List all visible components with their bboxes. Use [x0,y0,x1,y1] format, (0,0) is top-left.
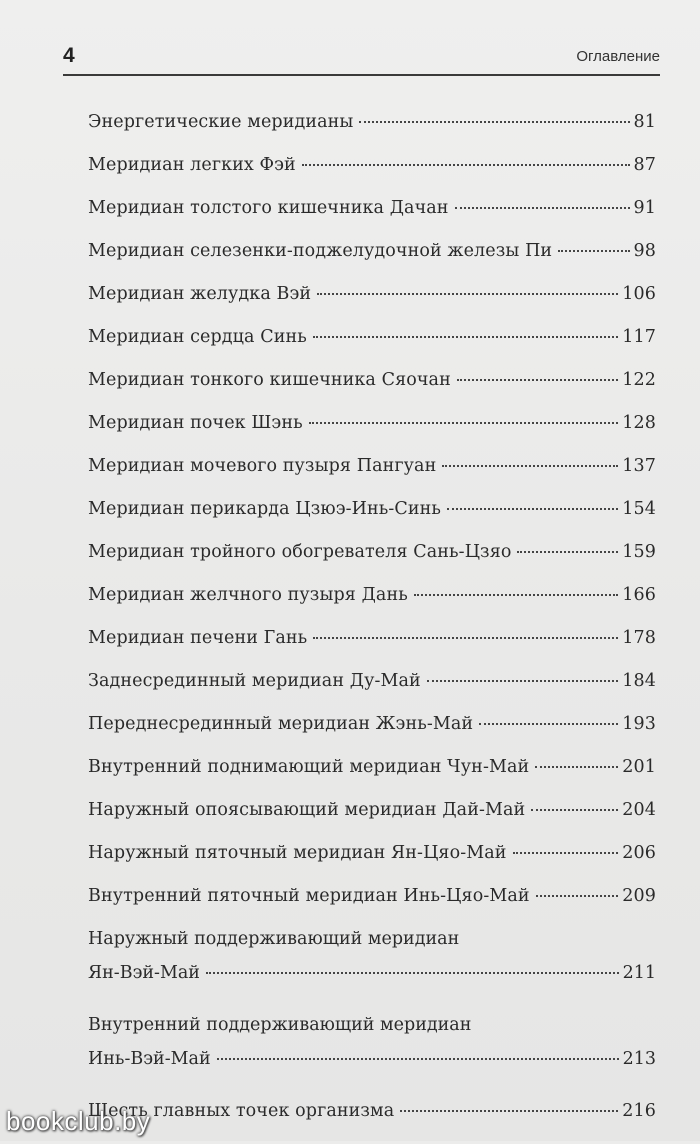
toc-entry-page: 204 [622,800,656,820]
toc-entry-title: Меридиан почек Шэнь [88,413,303,433]
dot-leader [531,809,618,811]
toc-entry-title: Меридиан толстого кишечника Дачан [88,198,449,218]
dot-leader [447,508,618,510]
dot-leader [400,1110,618,1112]
toc-entry-title: Меридиан тонкого кишечника Сяочан [88,370,451,390]
toc-entry-page: 106 [622,284,656,304]
toc-entry-multiline [88,929,656,1015]
toc-entry-page: 117 [622,327,656,347]
dot-leader [513,852,619,854]
toc-entry-page: 81 [633,112,656,132]
toc-entry [88,284,656,327]
toc-entry [88,241,656,284]
dot-leader [313,637,618,639]
toc-entry-page: 166 [622,585,656,605]
dot-leader [427,680,618,682]
toc-entry-title: Меридиан печени Гань [88,628,308,648]
toc-entry [88,886,656,929]
toc-entry [88,800,656,843]
toc-entry [88,327,656,370]
toc-entry-title: Наружный опоясывающий меридиан Дай-Май [88,800,526,820]
toc-entry [88,843,656,886]
dot-leader [414,594,618,596]
toc-entry-title: Переднесрединный меридиан Жэнь-Май [88,714,474,734]
watermark: bookclub.by [6,1106,151,1136]
toc-entry-page: 211 [622,963,656,983]
toc-entry-title: Меридиан перикарда Цзюэ-Инь-Синь [88,499,442,519]
toc-entry [88,628,656,671]
toc-entry-page: 87 [633,155,656,175]
dot-leader [442,465,618,467]
toc-entry [88,499,656,542]
toc-entry-title: Меридиан тройного обогревателя Сань-Цзяо [88,542,512,562]
toc-entry-page: 159 [622,542,656,562]
dot-leader [206,972,619,974]
dot-leader [217,1058,619,1060]
toc-entry-title: Внутренний поднимающий меридиан Чун-Май [88,757,530,777]
toc-entry-title: Энергетические меридианы [88,112,354,132]
toc-entry [88,671,656,714]
toc-entry-title-line1: Внутренний поддерживающий меридиан [88,1015,472,1035]
dot-leader [455,207,630,209]
dot-leader [479,723,618,725]
toc-entry-page: 213 [622,1049,656,1069]
toc-entry-page: 91 [633,198,656,218]
toc-entry [88,198,656,241]
dot-leader [302,164,630,166]
dot-leader [457,379,618,381]
toc-entry [88,112,656,155]
toc-entry [88,542,656,585]
toc-entry-title: Меридиан легких Фэй [88,155,296,175]
dot-leader [359,121,629,123]
toc-entry [88,1101,656,1144]
toc-entry-title: Меридиан селезенки-поджелудочной железы Пи [88,241,553,261]
toc-entry-page: 184 [622,671,656,691]
dot-leader [536,895,619,897]
running-head: Оглавление [576,48,660,65]
toc-entry-title: Шесть главных точек организма [88,1101,395,1121]
toc-entry-title: Наружный пяточный меридиан Ян-Цяо-Май [88,843,507,863]
toc-entry-page: 128 [622,413,656,433]
toc-entry-title: Меридиан сердца Синь [88,327,307,347]
toc-entry-page: 206 [622,843,656,863]
toc-entry-page: 122 [622,370,656,390]
toc-entry [88,585,656,628]
toc-entry [88,155,656,198]
toc-entry-page: 209 [622,886,656,906]
toc-entry [88,757,656,800]
toc-entry-title-line2: Ян-Вэй-Май [88,963,200,983]
page-header [63,40,660,76]
toc-entry-title: Меридиан мочевого пузыря Пангуан [88,456,437,476]
dot-leader [535,766,618,768]
toc-entry-page: 98 [633,241,656,261]
dot-leader [517,551,618,553]
dot-leader [558,250,629,252]
toc-entry-title: Заднесрединный меридиан Ду-Май [88,671,421,691]
dot-leader [313,336,618,338]
toc-entry-title: Внутренний пяточный меридиан Инь-Цяо-Май [88,886,530,906]
dot-leader [309,422,619,424]
toc-entry-title-line1: Наружный поддерживающий меридиан [88,929,460,949]
toc-entry-title: Меридиан желудка Вэй [88,284,312,304]
toc-entry [88,714,656,757]
toc-entry-title-line2: Инь-Вэй-Май [88,1049,211,1069]
table-of-contents [88,112,656,1144]
toc-entry-page: 154 [622,499,656,519]
toc-entry-page: 193 [622,714,656,734]
toc-entry-page: 201 [622,757,656,777]
page-number: 4 [63,44,75,67]
toc-entry-page: 216 [622,1101,656,1121]
toc-entry-title: Меридиан желчного пузыря Дань [88,585,408,605]
toc-entry [88,456,656,499]
dot-leader [317,293,618,295]
toc-entry-page: 137 [622,456,656,476]
toc-entry [88,370,656,413]
toc-entry-multiline [88,1015,656,1101]
toc-entry-page: 178 [622,628,656,648]
toc-entry [88,413,656,456]
